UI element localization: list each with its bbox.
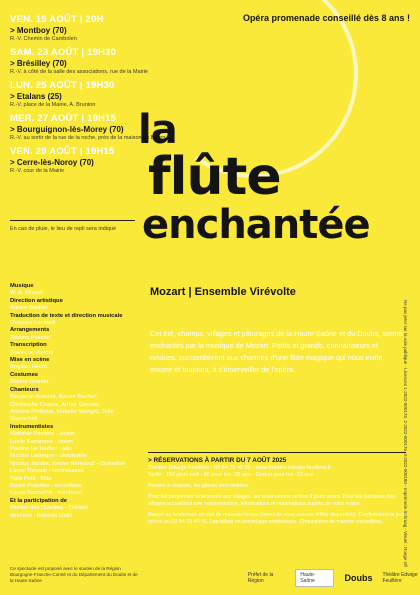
credit-name: Jérôme Avache [10,334,50,341]
credit-group [10,424,135,498]
credit-heading: Costumes [10,371,39,378]
description: Cet été, champs, villages et pâturages de la Haute-Saône et du Doubs, seront enchantés par la musique de Mozart. Petits et grands, connaisseurs et novices, succomberont aux charmes d'une flûte magique qui nous invite, encore et toujours, à s'émerveiller de l'opéra. [150,329,403,374]
credit-name: Meillier des Ouvriers - Théâtre [10,505,88,512]
credit-heading: Arrangements [10,327,50,334]
credit-group [10,357,135,372]
date-item [10,80,170,109]
credit-heading: Et la participation de [10,497,68,504]
haute-saone-logo: Haute-Saône [295,569,334,587]
credit-name: Grégoire Locatelli [10,320,56,327]
credit-name: direction : Roberto Gialli [10,512,72,519]
region-logo [218,571,238,585]
credit-heading: Chanteurs [10,386,39,393]
reservations-weather: Report au lendemain en cas de mauvais temps (merci de vous assurer d'être disponible). Confirmation le jour même au 03 84 75 40 66. Les billets ne seront pas remboursés. Chaussures de marche conseillées. [148,512,405,525]
date-location: > Bourguignon-lès-Morey (70) [10,125,124,134]
date-item [10,47,170,76]
credit-group [10,283,135,298]
credit-group [10,498,135,520]
credit-name: Antoine Philippot, Isabelle Savigny, Julie [10,408,114,415]
credit-name: W. A. Mozart [10,290,43,297]
reservations-note: Pensez à réserver, les places sont limitées. [148,483,250,489]
credit-name: Marine Granier [10,379,49,386]
date-address: R.-V. à côté de la salle des associations, rue de la Mairie [10,69,148,75]
credit-heading: Musique [10,283,34,289]
rain-note: En cas de pluie, le lieu de repli sera indiqué [10,226,117,232]
divider [148,452,406,453]
date-heading: VEN. 29 AOÛT | 19H15 [10,146,115,157]
date-heading: LUN. 25 AOÛT | 19H30 [10,80,115,91]
reservations-contact: Théâtre Edwige Feuillère - 03 84 75 40 66 - www.theatre-edwige-feuillere.fr [148,465,332,471]
credit-name: Aurore Bucher [10,305,48,312]
date-heading: MER. 27 AOÛT | 19H15 [10,113,117,124]
credit-heading: Instrumentistes [10,423,54,430]
date-location: > Etalans (25) [10,92,62,101]
credit-name: Nicolas Lavergne - violoncelle [10,453,88,460]
legal-mentions: Ne pas jeter sur la voie publique - Licences 1-2022-000178, 2-2022-000179, 3-2022-000180 - Imprimerie Schraag - Visuel : Rouge Vif [403,300,408,567]
credit-group [10,372,135,387]
credit-name: Basile Proudier - accordéon [10,482,82,489]
credit-name: Laure Thibault - contrebasse [10,468,84,475]
show-title [138,107,408,248]
date-address: R.-V. Chemin de Cambolen [10,36,77,42]
credit-name: Pauline Le Toullec - alto [10,445,72,452]
credit-group [10,342,135,357]
credit-name: Lucile Kazanova - violon [10,438,73,445]
reservations-heading: > RÉSERVATIONS À PARTIR DU 7 AOÛT 2025 [148,457,287,464]
credits [10,283,135,520]
credit-name: Lucas Rochefort - trombone [10,490,82,497]
composer-ensemble: Mozart | Ensemble Virévolte [150,286,296,298]
credit-name: Benjamin Aumont, Aurore Bucher, [10,394,98,401]
credit-name: Nicolas Jacobs, Xavier Normand - clarinettes [10,460,126,467]
date-heading: SAM. 23 AOÛT | 19H30 [10,47,117,58]
partner-logos [218,565,420,591]
credit-name: Sopracheli [10,416,38,423]
credit-group [10,327,135,342]
credit-name: Mathilde Perrière - violon [10,431,75,438]
reservations [148,452,406,526]
age-recommendation: Opéra promenade conseillé dès 8 ans ! [242,13,410,23]
date-address: R.-V. au sortir de la rue de la roche, près de la maison de Bourg [10,135,166,141]
date-item [10,14,170,43]
date-address: R.-V. place de la Mairie, A. Brunton [10,102,96,108]
theatre-logo: Théâtre Edwige Feuillère [382,572,418,584]
title-la: la [138,107,177,153]
credit-name: Jean-Luc Vanoni [10,349,54,356]
credit-group [10,313,135,328]
title-enchantee: enchantée [142,202,370,248]
credit-name: Christophe Crapez, Arthur Gouvier, [10,401,101,408]
reservations-prices: Tarifs : 16€ plein tarif - 8€ pour les -25 ans - Gratuit pour les -10 ans [148,472,314,478]
doubs-logo: Doubs [344,573,373,583]
credit-group [10,298,135,313]
reservations-info: Pour les personnes extérieures aux villages, les réservations se font 8 jours avant. Pour les habitants des villages accueillant une représentation, informations et réservations auprès de votre mairie. [148,494,396,507]
date-location: > Cerre-lès-Noroy (70) [10,158,94,167]
credit-heading: Direction artistique [10,297,63,304]
credit-heading: Mise en scène [10,357,50,364]
divider [10,220,135,221]
date-location: > Montboy (70) [10,26,67,35]
credit-heading: Transcription [10,342,47,349]
credit-name: Tarik Petit - flûte [10,475,52,482]
date-address: R.-V. cour de la Mairie [10,168,65,174]
support-note: Ce spectacle est proposé avec le soutien de la Région Bourgogne-Franche-Comté et du Département du Doubs et de la Haute-Saône [10,566,138,583]
date-location: > Brésilley (70) [10,59,67,68]
date-heading: VEN. 15 AOÛT | 20H [10,14,104,25]
credit-group [10,387,135,424]
credit-heading: Traduction de texte et direction musicale [10,312,123,319]
prefecture-logo: Préfet de la Région [247,572,274,584]
credit-name: Bogdan Hecht [10,364,47,371]
title-flute: flûte [148,147,281,207]
